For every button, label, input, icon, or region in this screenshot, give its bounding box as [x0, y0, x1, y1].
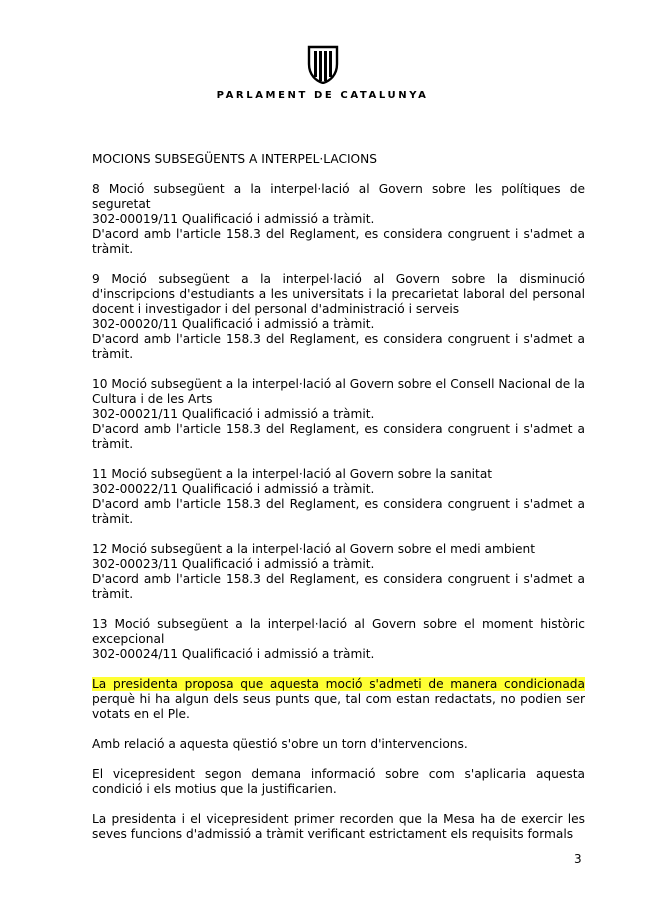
motion-reference: 302-00019/11 Qualificació i admissió a tràmit. — [92, 212, 375, 226]
motion-note: D'acord amb l'article 158.3 del Reglament, es considera congruent i s'admet a tràmit. — [92, 332, 585, 361]
motion-item — [92, 377, 585, 452]
paragraph-text: perquè hi ha algun dels seus punts que, tal com estan redactats, no podien ser votats en el Ple. — [92, 692, 585, 721]
motion-title: 9 Moció subsegüent a la interpel·lació al Govern sobre la disminució d'inscripcions d'estudiants a les universitats i la precarietat laboral del personal docent i investigador i del personal d'administració i serveis — [92, 272, 585, 316]
parliament-seal-icon — [306, 44, 340, 84]
paragraph-admission-functions: La presidenta i el vicepresident primer recorden que la Mesa ha de exercir les seves funcions d'admissió a tràmit verificant estrictament els requisits formals — [92, 812, 585, 841]
highlighted-text: La presidenta proposa que aquesta moció s'admeti de manera condicionada — [92, 677, 585, 691]
paragraph-vicepresident-request: El vicepresident segon demana informació sobre com s'aplicaria aquesta condició i els motius que la justificarien. — [92, 767, 585, 796]
motion-note: D'acord amb l'article 158.3 del Reglament, es considera congruent i s'admet a tràmit. — [92, 497, 585, 526]
motion-item — [92, 467, 585, 527]
motion-reference: 302-00020/11 Qualificació i admissió a tràmit. — [92, 317, 375, 331]
motion-item — [92, 182, 585, 257]
motion-note: D'acord amb l'article 158.3 del Reglament, es considera congruent i s'admet a tràmit. — [92, 227, 585, 256]
paragraph-proposal — [92, 677, 585, 722]
motion-reference: 302-00022/11 Qualificació i admissió a tràmit. — [92, 482, 375, 496]
motion-item — [92, 272, 585, 362]
motion-item — [92, 617, 585, 662]
motion-title: 12 Moció subsegüent a la interpel·lació al Govern sobre el medi ambient — [92, 542, 535, 556]
motion-reference: 302-00024/11 Qualificació i admissió a tràmit. — [92, 647, 375, 661]
page-number: 3 — [574, 852, 582, 866]
motion-title: 10 Moció subsegüent a la interpel·lació al Govern sobre el Consell Nacional de la Cultura i de les Arts — [92, 377, 585, 406]
motion-reference: 302-00023/11 Qualificació i admissió a tràmit. — [92, 557, 375, 571]
document-body — [92, 152, 585, 857]
motion-title: 11 Moció subsegüent a la interpel·lació al Govern sobre la sanitat — [92, 467, 493, 481]
motion-note: D'acord amb l'article 158.3 del Reglament, es considera congruent i s'admet a tràmit. — [92, 422, 585, 451]
motion-note: D'acord amb l'article 158.3 del Reglament, es considera congruent i s'admet a tràmit. — [92, 572, 585, 601]
motion-title: 8 Moció subsegüent a la interpel·lació al Govern sobre les polítiques de seguretat — [92, 182, 585, 211]
organization-name: PARLAMENT DE CATALUNYA — [216, 90, 429, 101]
section-title: MOCIONS SUBSEGÜENTS A INTERPEL·LACIONS — [92, 152, 378, 166]
motion-item — [92, 542, 585, 602]
motion-title: 13 Moció subsegüent a la interpel·lació al Govern sobre el moment històric excepcional — [92, 617, 585, 646]
document-header — [0, 44, 645, 101]
paragraph-debate: Amb relació a aquesta qüestió s'obre un torn d'intervencions. — [92, 737, 468, 751]
motion-reference: 302-00021/11 Qualificació i admissió a tràmit. — [92, 407, 375, 421]
